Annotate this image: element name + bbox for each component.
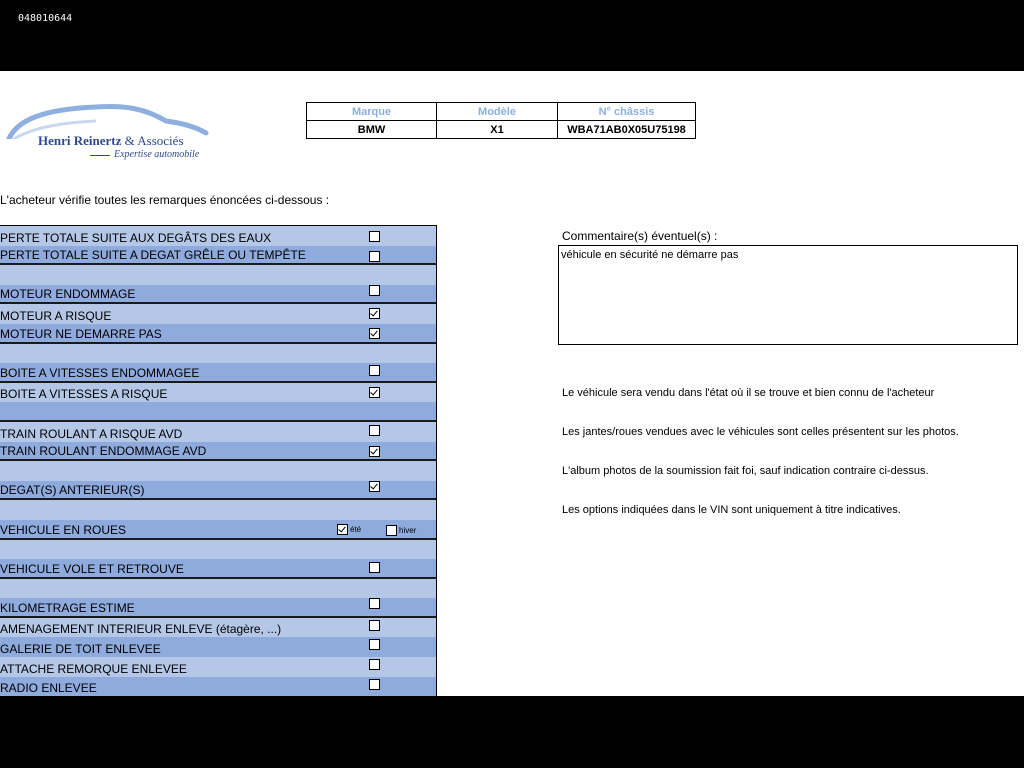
- checkbox[interactable]: [369, 598, 380, 609]
- note-1: Le véhicule sera vendu dans l'état où il se trouve et bien connu de l'acheteur: [562, 387, 935, 399]
- note-2: Les jantes/roues vendues avec le véhicules sont celles présentent sur les photos.: [562, 426, 959, 438]
- checklist-row: [0, 304, 436, 324]
- checklist-label: AMENAGEMENT INTERIEUR ENLEVE (étagère, ...): [0, 622, 282, 637]
- comments-box[interactable]: [558, 245, 1018, 345]
- image-id: 048010644: [18, 13, 73, 24]
- checklist-spacer-row: [0, 500, 436, 520]
- checklist-label: KILOMETRAGE ESTIME: [0, 600, 135, 615]
- checkbox-checked[interactable]: [369, 481, 380, 492]
- note-3: L'album photos de la soumission fait foi, sauf indication contraire ci-dessus.: [562, 465, 929, 477]
- checklist-row: [0, 657, 436, 677]
- header-label-chassis: N° châssis: [558, 103, 696, 121]
- checkbox-checked[interactable]: [369, 308, 380, 319]
- checklist-label: TRAIN ROULANT ENDOMMAGE AVD: [0, 444, 207, 459]
- checklist-label: TRAIN ROULANT A RISQUE AVD: [0, 426, 183, 441]
- damage-checklist: [0, 225, 437, 697]
- checkbox[interactable]: [369, 285, 380, 296]
- option-ete-label: été: [350, 524, 362, 534]
- header-value-chassis: WBA71AB0X05U75198: [558, 121, 696, 139]
- checklist-label: DEGAT(S) ANTERIEUR(S): [0, 483, 145, 498]
- checkbox[interactable]: [369, 639, 380, 650]
- checkbox[interactable]: [369, 659, 380, 670]
- checklist-row: [0, 559, 436, 579]
- header-value-modele: X1: [437, 121, 558, 139]
- checklist-row: [0, 520, 436, 540]
- checkbox-checked[interactable]: [369, 446, 380, 457]
- checklist-row: [0, 226, 436, 246]
- checkbox[interactable]: [369, 231, 380, 242]
- checklist-row: [0, 324, 436, 344]
- inspection-sheet: [0, 71, 1024, 696]
- checklist-spacer-row: [0, 461, 436, 481]
- checklist-label: ATTACHE REMORQUE ENLEVEE: [0, 661, 187, 676]
- checklist-row: [0, 383, 436, 403]
- top-black-bar: [0, 0, 1024, 71]
- checklist-row: [0, 422, 436, 442]
- checkbox[interactable]: [369, 365, 380, 376]
- header-label-marque: Marque: [307, 103, 437, 121]
- checklist-label: GALERIE DE TOIT ENLEVEE: [0, 642, 161, 657]
- checklist-label: BOITE A VITESSES A RISQUE: [0, 387, 168, 402]
- logo-name: Henri Reinertz & Associés: [38, 133, 184, 148]
- checkbox-ete[interactable]: [337, 524, 348, 535]
- logo-divider: [90, 155, 110, 156]
- checklist-row: [0, 246, 436, 266]
- checklist-row: [0, 598, 436, 618]
- checklist-row: [0, 363, 436, 383]
- checkbox[interactable]: [369, 425, 380, 436]
- comments-text: véhicule en sécurité ne démarre pas: [561, 249, 739, 261]
- checklist-row: [0, 618, 436, 638]
- note-4: Les options indiquées dans le VIN sont uniquement à titre indicatives.: [562, 504, 901, 516]
- logo-subtitle: Expertise automobile: [114, 149, 200, 160]
- checklist-label: MOTEUR A RISQUE: [0, 308, 112, 323]
- checklist-label: MOTEUR NE DEMARRE PAS: [0, 326, 162, 341]
- checkbox[interactable]: [369, 679, 380, 690]
- checklist-label: VEHICULE VOLE ET RETROUVE: [0, 561, 184, 576]
- checklist-row: [0, 442, 436, 462]
- checkbox[interactable]: [369, 620, 380, 631]
- checklist-spacer-row: [0, 265, 436, 285]
- checklist-label: VEHICULE EN ROUES: [0, 522, 127, 537]
- checklist-row: [0, 637, 436, 657]
- checklist-spacer-row: [0, 402, 436, 422]
- header-value-marque: BMW: [307, 121, 437, 139]
- checkbox-checked[interactable]: [369, 387, 380, 398]
- company-logo: [6, 99, 216, 164]
- checklist-label: MOTEUR ENDOMMAGE: [0, 287, 136, 302]
- checklist-label: BOITE A VITESSES ENDOMMAGEE: [0, 365, 200, 380]
- header-label-modele: Modèle: [437, 103, 558, 121]
- checklist-spacer-row: [0, 344, 436, 364]
- comments-title: Commentaire(s) éventuel(s) :: [562, 229, 718, 243]
- vehicle-header-table: [306, 102, 696, 139]
- checkbox-hiver[interactable]: [386, 525, 397, 536]
- checklist-row: [0, 481, 436, 501]
- intro-text: L'acheteur vérifie toutes les remarques énoncées ci-dessous :: [0, 193, 330, 207]
- option-hiver-label: hiver: [399, 525, 417, 535]
- checklist-spacer-row: [0, 540, 436, 560]
- checkbox-checked[interactable]: [369, 328, 380, 339]
- checklist-row: [0, 285, 436, 305]
- checkbox[interactable]: [369, 562, 380, 573]
- checklist-label: PERTE TOTALE SUITE A DEGAT GRÊLE OU TEMPÊTE: [0, 248, 306, 263]
- checkbox[interactable]: [369, 251, 380, 262]
- checklist-label: PERTE TOTALE SUITE AUX DEGÂTS DES EAUX: [0, 230, 272, 245]
- checklist-row: [0, 677, 436, 697]
- checklist-spacer-row: [0, 579, 436, 599]
- checklist-label: RADIO ENLEVEE: [0, 681, 97, 696]
